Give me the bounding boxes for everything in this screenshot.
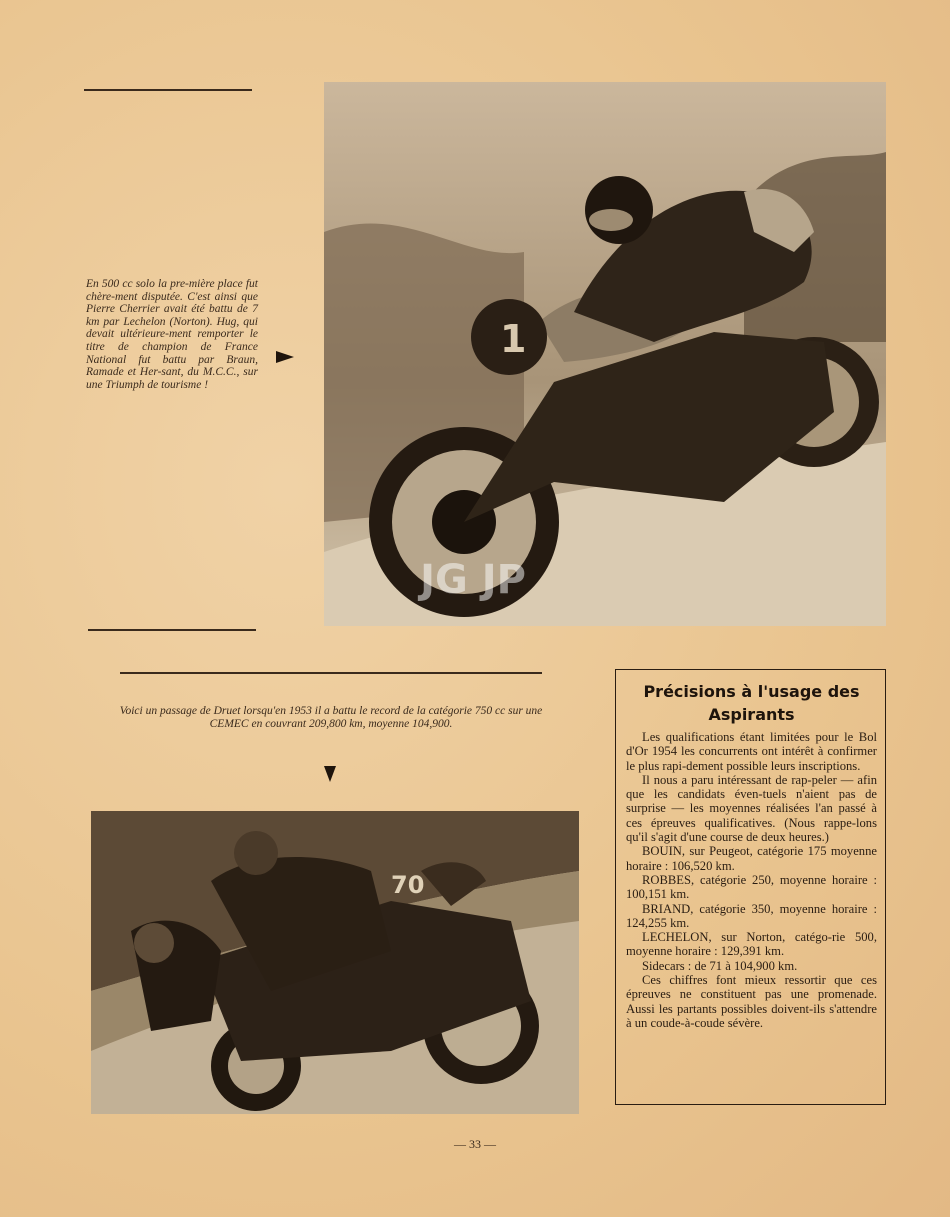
- top-left-rule: [84, 89, 252, 91]
- box-paragraph: Les qualifications étant limitées pour le Bol d'Or 1954 les concurrents ont intérêt à confirmer le plus rapi-dement possible leurs inscriptions.: [626, 730, 877, 773]
- caption-top: En 500 cc solo la pre-mière place fut chère-ment disputée. C'est ainsi que Pierre Cherrier avait été battu de 7 km par Lechelon (Norton). Hug, qui devait ultérieure-ment remporter le titre de champion de France National fut battu par Braun, Ramade et Her-sant, du M.C.C., sur une Triumph de tourisme !: [86, 278, 258, 391]
- box-paragraph: BRIAND, catégorie 350, moyenne horaire : 124,255 km.: [626, 901, 877, 930]
- box-title: Précisions à l'usage des Aspirants: [643, 682, 860, 724]
- race-number: 70: [391, 871, 425, 899]
- photo-motorcycle-racer: [324, 82, 886, 626]
- race-number: 1: [500, 317, 527, 361]
- arrow-right-icon: [276, 351, 294, 363]
- info-box: [615, 669, 886, 1105]
- watermark-logo: JG JP: [420, 557, 526, 603]
- arrow-down-icon: [324, 766, 336, 782]
- box-paragraph: BOUIN, sur Peugeot, catégorie 175 moyenne horaire : 106,520 km.: [626, 844, 877, 873]
- box-paragraph: Ces chiffres font mieux ressortir que ces épreuves ne constituent pas une promenade. Aussi les partants possibles doivent-ils s'attendre à un coude-à-coude sévère.: [626, 973, 877, 1030]
- caption-bottom: Voici un passage de Druet lorsqu'en 1953 il a battu le record de la catégorie 750 cc sur une CEMEC en couvrant 209,800 km, moyenne 104,900.: [119, 705, 543, 730]
- mid-center-rule: [120, 672, 542, 674]
- box-paragraph: Il nous a paru intéressant de rap-peler — afin que les candidats éven-tuels n'aient pas de surprise — les moyennes réalisées l'an passé à ces épreuves qualificatives. (Nous rappe-lons qu'il s'agit d'une course de deux heures.): [626, 772, 877, 845]
- mid-left-rule: [88, 629, 256, 631]
- photo-sidecar: [91, 811, 579, 1114]
- box-paragraph: ROBBES, catégorie 250, moyenne horaire : 100,151 km.: [626, 872, 877, 902]
- box-paragraph: LECHELON, sur Norton, catégo-rie 500, moyenne horaire : 129,391 km.: [626, 930, 877, 959]
- box-paragraph: Sidecars : de 71 à 104,900 km.: [642, 958, 798, 973]
- page-number: — 33 —: [454, 1137, 496, 1151]
